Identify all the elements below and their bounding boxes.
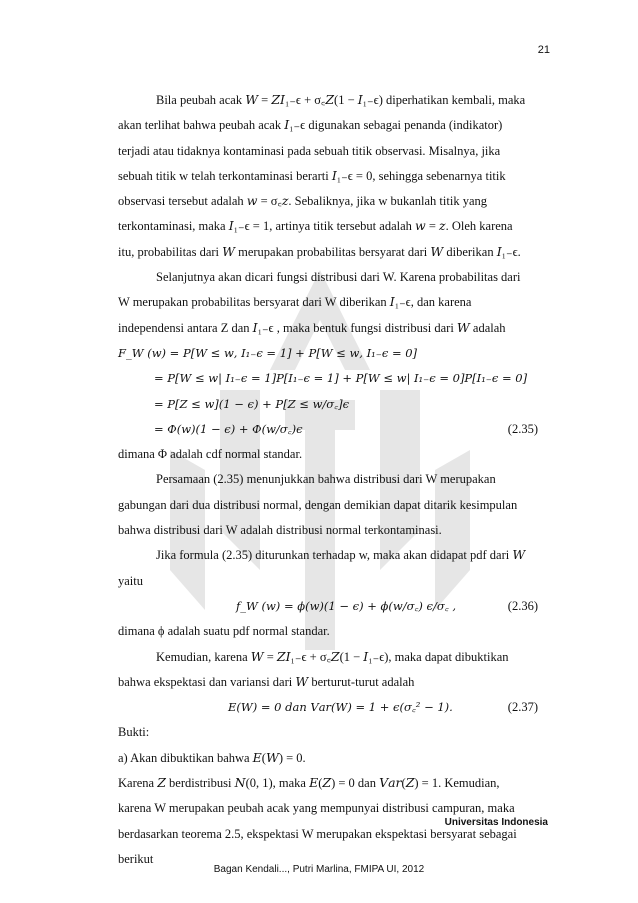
equation-row xyxy=(118,594,538,619)
text-line: sebuah titik w telah terkontaminasi berarti 𝐼₁₋ϵ = 0, sehingga sebenarnya titik xyxy=(118,168,506,183)
text-line: Karena 𝑍 berdistribusi 𝑁(0, 1), maka 𝐸(𝑍) = 0 dan 𝑉𝑎𝑟(𝑍) = 1. Kemudian, xyxy=(118,776,500,791)
text-line: itu, probabilitas dari 𝑊 merupakan probabilitas bersyarat dari 𝑊 diberikan 𝐼₁₋ϵ. xyxy=(118,244,521,259)
equation-number: (2.36) xyxy=(507,598,538,613)
equation-row xyxy=(118,417,538,442)
equation-line: 𝐸(𝑊) = 0 dan 𝑉𝑎𝑟(𝑊) = 1 + ϵ(σ꜀² − 1). xyxy=(228,700,453,715)
text-line: Jika formula (2.35) diturunkan terhadap w, maka akan didapat pdf dari 𝑊 xyxy=(156,548,526,563)
text-line: terkontaminasi, maka 𝐼₁₋ϵ = 1, artinya titik tersebut adalah 𝑤 = 𝑧. Oleh karena xyxy=(118,219,513,234)
text-line: Kemudian, karena 𝑊 = 𝑍𝐼₁₋ϵ + σ꜀𝑍(1 − 𝐼₁₋ϵ), maka dapat dibuktikan xyxy=(156,649,509,664)
text-line: Persamaan (2.35) menunjukkan bahwa distribusi dari W merupakan xyxy=(156,472,496,487)
equation-line: = 𝑃[𝑍 ≤ 𝑤](1 − ϵ) + 𝑃[𝑍 ≤ 𝑤/σ꜀]ϵ xyxy=(154,396,350,411)
footer-credit: Bagan Kendali..., Putri Marlina, FMIPA UI, 2012 xyxy=(213,864,425,875)
footer-university: Universitas Indonesia xyxy=(444,817,548,828)
equation-number: (2.37) xyxy=(507,700,538,715)
text-line: akan terlihat bahwa peubah acak 𝐼₁₋ϵ digunakan sebagai penanda (indikator) xyxy=(118,118,503,133)
page-number: 21 xyxy=(537,44,550,56)
text-line: independensi antara Z dan 𝐼₁₋ϵ , maka bentuk fungsi distribusi dari 𝑊 adalah xyxy=(118,320,506,335)
text-line: Bila peubah acak 𝑊 = 𝑍𝐼₁₋ϵ + σ꜀𝑍(1 − 𝐼₁₋ϵ) diperhatikan kembali, maka xyxy=(156,93,526,107)
equation-line: 𝑓_W (𝑤) = ϕ(𝑤)(1 − ϵ) + ϕ(𝑤/σ꜀) ϵ/σ꜀ , xyxy=(236,598,456,613)
equation-line: 𝐹_W (𝑤) = 𝑃[𝑊 ≤ 𝑤, 𝐼₁₋ϵ = 1] + 𝑃[𝑊 ≤ 𝑤, 𝐼₁₋ϵ = 0] xyxy=(118,345,418,360)
text-line: yaitu xyxy=(118,573,143,588)
text-line: dimana ϕ adalah suatu pdf normal standar. xyxy=(118,624,330,639)
text-line: terjadi atau tidaknya kontaminasi pada sebuah titik observasi. Misalnya, jika xyxy=(118,143,501,158)
equation-row xyxy=(118,695,538,720)
text-line: W merupakan probabilitas bersyarat dari W diberikan 𝐼₁₋ϵ, dan karena xyxy=(118,295,472,310)
text-line: karena W merupakan peubah acak yang mempunyai distribusi campuran, maka xyxy=(118,801,515,816)
text-line: dimana Φ adalah cdf normal standar. xyxy=(118,447,303,462)
text-line: a) Akan dibuktikan bahwa 𝐸(𝑊) = 0. xyxy=(118,750,306,765)
text-line: gabungan dari dua distribusi normal, dengan demikian dapat ditarik kesimpulan xyxy=(118,497,518,512)
text-line: berdasarkan teorema 2.5, ekspektasi W merupakan ekspektasi bersyarat sebagai xyxy=(118,826,517,841)
text-line: Selanjutnya akan dicari fungsi distribusi dari W. Karena probabilitas dari xyxy=(156,270,521,285)
text-line: observasi tersebut adalah 𝑤 = σ꜀𝑧. Sebaliknya, jika w bukanlah titik yang xyxy=(118,194,487,209)
body-text xyxy=(118,88,538,872)
text-line: Bukti: xyxy=(118,725,150,740)
equation-line: = 𝑃[𝑊 ≤ 𝑤| 𝐼₁₋ϵ = 1]𝑃[𝐼₁₋ϵ = 1] + 𝑃[𝑊 ≤ 𝑤| 𝐼₁₋ϵ = 0]𝑃[𝐼₁₋ϵ = 0] xyxy=(154,371,528,386)
equation-line: = Φ(𝑤)(1 − ϵ) + Φ(𝑤/σ꜀)ϵ xyxy=(154,421,303,436)
text-line: bahwa distribusi dari W adalah distribusi normal terkontaminasi. xyxy=(118,523,442,538)
text-line: bahwa ekspektasi dan variansi dari 𝑊 berturut-turut adalah xyxy=(118,674,415,689)
equation-number: (2.35) xyxy=(507,421,538,436)
text-line: berikut xyxy=(118,851,154,866)
